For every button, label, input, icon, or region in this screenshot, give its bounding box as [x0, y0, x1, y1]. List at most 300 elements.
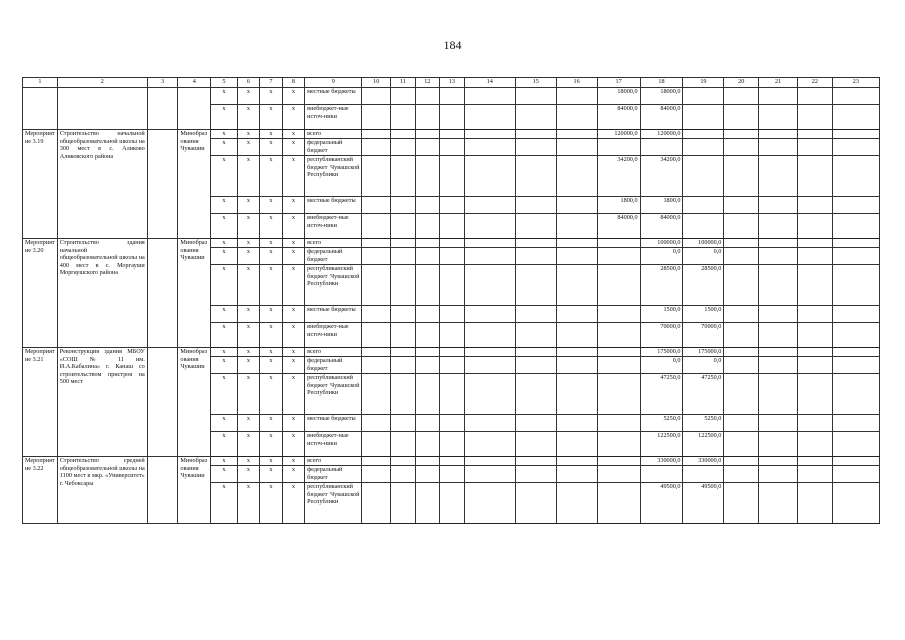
empty-cell [759, 248, 798, 265]
empty-cell [556, 483, 597, 524]
empty-cell [391, 130, 416, 139]
x-mark: x [260, 415, 282, 432]
empty-cell [832, 357, 879, 374]
empty-cell [415, 139, 440, 156]
x-mark: x [211, 306, 238, 323]
empty-cell [798, 415, 833, 432]
x-mark: x [282, 457, 304, 466]
value-col-19: 28500,0 [683, 265, 724, 306]
funding-source: федеральный бюджет [305, 139, 362, 156]
measure-name: Строительство здания начальной общеобразовательной школы на 400 мест в с. Моргауши Моргаушского района [57, 239, 147, 348]
column-number: 9 [305, 78, 362, 88]
empty-cell [798, 348, 833, 357]
empty-cell [798, 457, 833, 466]
empty-cell [798, 323, 833, 348]
empty-cell [832, 265, 879, 306]
x-mark: x [237, 139, 259, 156]
x-mark: x [282, 214, 304, 239]
x-mark: x [282, 323, 304, 348]
x-mark: x [282, 130, 304, 139]
empty-cell [391, 374, 416, 415]
empty-cell [556, 130, 597, 139]
measure-number: Мероприятие 3.21 [23, 348, 58, 457]
empty-cell [362, 348, 391, 357]
x-mark: x [282, 156, 304, 197]
value-col-17 [597, 139, 640, 156]
value-col-19: 1500,0 [683, 306, 724, 323]
empty-cell [391, 348, 416, 357]
empty-cell [832, 139, 879, 156]
empty-cell [464, 139, 515, 156]
x-mark: x [237, 239, 259, 248]
column-number: 11 [391, 78, 416, 88]
empty-cell [415, 415, 440, 432]
empty-cell [759, 105, 798, 130]
column-number: 5 [211, 78, 238, 88]
empty-cell [515, 139, 556, 156]
empty-cell [464, 374, 515, 415]
empty-cell [147, 348, 178, 457]
page-number: 184 [443, 38, 462, 52]
empty-cell [440, 466, 465, 483]
empty-cell [798, 432, 833, 457]
x-mark: x [260, 348, 282, 357]
empty-cell [724, 357, 759, 374]
empty-cell [515, 88, 556, 105]
x-mark: x [237, 483, 259, 524]
empty-cell [556, 88, 597, 105]
column-number: 3 [147, 78, 178, 88]
empty-cell [832, 348, 879, 357]
x-mark: x [260, 197, 282, 214]
value-col-17: 120000,0 [597, 130, 640, 139]
value-col-17 [597, 323, 640, 348]
empty-cell [362, 214, 391, 239]
funding-source: всего [305, 348, 362, 357]
empty-cell [464, 214, 515, 239]
value-col-18: 120000,0 [640, 130, 683, 139]
value-col-18: 100000,0 [640, 239, 683, 248]
column-number: 15 [515, 78, 556, 88]
measure-number: Мероприятие 3.22 [23, 457, 58, 524]
empty-cell [759, 239, 798, 248]
value-col-18: 330000,0 [640, 457, 683, 466]
empty-cell [724, 432, 759, 457]
empty-cell [724, 248, 759, 265]
empty-cell [147, 457, 178, 524]
column-number: 19 [683, 78, 724, 88]
empty-cell [391, 466, 416, 483]
x-mark: x [211, 415, 238, 432]
x-mark: x [211, 357, 238, 374]
value-col-18 [640, 466, 683, 483]
empty-cell [440, 239, 465, 248]
empty-cell [724, 457, 759, 466]
empty-cell [515, 432, 556, 457]
empty-cell [515, 415, 556, 432]
empty-cell [464, 88, 515, 105]
empty-cell [415, 374, 440, 415]
column-number: 2 [57, 78, 147, 88]
empty-cell [724, 88, 759, 105]
x-mark: x [211, 239, 238, 248]
x-mark: x [260, 248, 282, 265]
empty-cell [759, 130, 798, 139]
empty-cell [464, 466, 515, 483]
empty-cell [798, 197, 833, 214]
executor [178, 88, 211, 130]
empty-cell [464, 306, 515, 323]
funding-source: республиканский бюджет Чувашской Республики [305, 265, 362, 306]
value-col-17 [597, 357, 640, 374]
empty-cell [440, 105, 465, 130]
empty-cell [556, 466, 597, 483]
empty-cell [798, 357, 833, 374]
empty-cell [724, 265, 759, 306]
empty-cell [759, 466, 798, 483]
x-mark: x [211, 88, 238, 105]
funding-source: федеральный бюджет [305, 357, 362, 374]
value-col-19 [683, 197, 724, 214]
x-mark: x [260, 457, 282, 466]
value-col-19: 0,0 [683, 248, 724, 265]
value-col-19: 47250,0 [683, 374, 724, 415]
empty-cell [464, 248, 515, 265]
empty-cell [759, 348, 798, 357]
value-col-17 [597, 265, 640, 306]
empty-cell [362, 156, 391, 197]
empty-cell [515, 214, 556, 239]
empty-cell [798, 156, 833, 197]
empty-cell [362, 466, 391, 483]
x-mark: x [211, 248, 238, 265]
empty-cell [415, 306, 440, 323]
empty-cell [832, 374, 879, 415]
empty-cell [464, 197, 515, 214]
empty-cell [362, 483, 391, 524]
empty-cell [440, 197, 465, 214]
table-row [23, 130, 880, 139]
empty-cell [440, 265, 465, 306]
empty-cell [832, 432, 879, 457]
empty-cell [832, 214, 879, 239]
empty-cell [362, 357, 391, 374]
empty-cell [415, 348, 440, 357]
table-row [23, 457, 880, 466]
funding-source: местные бюджеты [305, 415, 362, 432]
empty-cell [464, 432, 515, 457]
empty-cell [440, 415, 465, 432]
empty-cell [724, 197, 759, 214]
empty-cell [832, 156, 879, 197]
empty-cell [832, 130, 879, 139]
empty-cell [464, 130, 515, 139]
empty-cell [440, 248, 465, 265]
x-mark: x [237, 374, 259, 415]
x-mark: x [260, 265, 282, 306]
empty-cell [556, 348, 597, 357]
empty-cell [556, 156, 597, 197]
x-mark: x [211, 374, 238, 415]
column-number: 23 [832, 78, 879, 88]
empty-cell [832, 415, 879, 432]
empty-cell [515, 483, 556, 524]
empty-cell [415, 466, 440, 483]
empty-cell [515, 197, 556, 214]
funding-source: федеральный бюджет [305, 248, 362, 265]
empty-cell [556, 139, 597, 156]
empty-cell [415, 323, 440, 348]
table-row [23, 88, 880, 105]
empty-cell [440, 156, 465, 197]
empty-cell [362, 130, 391, 139]
empty-cell [724, 466, 759, 483]
empty-cell [391, 415, 416, 432]
measure-cell [23, 88, 58, 130]
value-col-17 [597, 432, 640, 457]
value-col-17 [597, 466, 640, 483]
x-mark: x [211, 466, 238, 483]
empty-cell [798, 248, 833, 265]
empty-cell [759, 197, 798, 214]
value-col-17 [597, 374, 640, 415]
empty-cell [415, 357, 440, 374]
measure-number: Мероприятие 3.19 [23, 130, 58, 239]
x-mark: x [211, 265, 238, 306]
value-col-19 [683, 466, 724, 483]
empty-cell [415, 432, 440, 457]
value-col-19 [683, 105, 724, 130]
empty-cell [464, 415, 515, 432]
empty-cell [391, 323, 416, 348]
empty-cell [556, 105, 597, 130]
column-number: 18 [640, 78, 683, 88]
value-col-18: 175000,0 [640, 348, 683, 357]
x-mark: x [237, 466, 259, 483]
executor: Минобразования Чувашии [178, 130, 211, 239]
empty-cell [440, 357, 465, 374]
empty-cell [724, 306, 759, 323]
value-col-17: 1800,0 [597, 197, 640, 214]
executor: Минобразования Чувашии [178, 239, 211, 348]
x-mark: x [237, 306, 259, 323]
value-col-18: 28500,0 [640, 265, 683, 306]
empty-cell [759, 323, 798, 348]
value-col-17: 34200,0 [597, 156, 640, 197]
x-mark: x [260, 156, 282, 197]
x-mark: x [260, 214, 282, 239]
x-mark: x [282, 348, 304, 357]
column-number: 20 [724, 78, 759, 88]
funding-source: всего [305, 457, 362, 466]
empty-cell [759, 156, 798, 197]
empty-cell [759, 214, 798, 239]
empty-cell [759, 483, 798, 524]
empty-cell [515, 457, 556, 466]
executor: Минобразования Чувашии [178, 457, 211, 524]
empty-cell [147, 88, 178, 130]
empty-cell [515, 348, 556, 357]
empty-cell [832, 197, 879, 214]
empty-cell [464, 156, 515, 197]
x-mark: x [282, 248, 304, 265]
value-col-17 [597, 457, 640, 466]
empty-cell [440, 88, 465, 105]
x-mark: x [282, 197, 304, 214]
value-col-19: 49500,0 [683, 483, 724, 524]
measure-name: Реконструкция здания МБОУ «СОШ № 11 им. И.А.Кабалина» г. Канаш со строительством пристроя на 500 мест [57, 348, 147, 457]
empty-cell [362, 197, 391, 214]
empty-cell [362, 374, 391, 415]
empty-cell [440, 139, 465, 156]
empty-cell [440, 323, 465, 348]
x-mark: x [282, 88, 304, 105]
empty-cell [759, 432, 798, 457]
funding-source: республиканский бюджет Чувашской Республики [305, 483, 362, 524]
empty-cell [798, 130, 833, 139]
value-col-18: 0,0 [640, 357, 683, 374]
measure-name: Строительство средней общеобразовательной школы на 1100 мест в мкр. «Университет» г. Чебоксары [57, 457, 147, 524]
funding-source: всего [305, 239, 362, 248]
column-number: 1 [23, 78, 58, 88]
empty-cell [759, 357, 798, 374]
table-row [23, 239, 880, 248]
empty-cell [556, 248, 597, 265]
empty-cell [798, 306, 833, 323]
value-col-18: 122500,0 [640, 432, 683, 457]
empty-cell [515, 130, 556, 139]
value-col-17 [597, 306, 640, 323]
x-mark: x [260, 483, 282, 524]
funding-source: местные бюджеты [305, 306, 362, 323]
empty-cell [391, 306, 416, 323]
value-col-17 [597, 483, 640, 524]
x-mark: x [282, 265, 304, 306]
empty-cell [515, 105, 556, 130]
empty-cell [415, 457, 440, 466]
empty-cell [724, 483, 759, 524]
empty-cell [724, 139, 759, 156]
funding-source: внебюджет-ные источ-ники [305, 323, 362, 348]
x-mark: x [237, 323, 259, 348]
value-col-19: 122500,0 [683, 432, 724, 457]
empty-cell [832, 88, 879, 105]
x-mark: x [260, 130, 282, 139]
empty-cell [798, 265, 833, 306]
empty-cell [724, 105, 759, 130]
empty-cell [798, 139, 833, 156]
x-mark: x [282, 483, 304, 524]
empty-cell [556, 374, 597, 415]
empty-cell [415, 88, 440, 105]
value-col-17 [597, 248, 640, 265]
column-number-row [23, 78, 880, 88]
empty-cell [798, 214, 833, 239]
empty-cell [391, 239, 416, 248]
empty-cell [515, 357, 556, 374]
empty-cell [724, 239, 759, 248]
empty-cell [556, 197, 597, 214]
empty-cell [759, 457, 798, 466]
x-mark: x [260, 432, 282, 457]
x-mark: x [282, 374, 304, 415]
empty-cell [759, 139, 798, 156]
x-mark: x [211, 323, 238, 348]
empty-cell [832, 323, 879, 348]
empty-cell [362, 265, 391, 306]
empty-cell [362, 139, 391, 156]
empty-cell [759, 306, 798, 323]
x-mark: x [237, 415, 259, 432]
empty-cell [362, 323, 391, 348]
empty-cell [724, 156, 759, 197]
x-mark: x [237, 130, 259, 139]
value-col-18: 0,0 [640, 248, 683, 265]
empty-cell [440, 432, 465, 457]
x-mark: x [282, 239, 304, 248]
funding-source: республиканский бюджет Чувашской Республики [305, 374, 362, 415]
empty-cell [724, 323, 759, 348]
funding-source: всего [305, 130, 362, 139]
empty-cell [415, 483, 440, 524]
value-col-19: 70000,0 [683, 323, 724, 348]
empty-cell [391, 197, 416, 214]
column-number: 8 [282, 78, 304, 88]
empty-cell [832, 483, 879, 524]
empty-cell [440, 130, 465, 139]
executor: Минобразования Чувашии [178, 348, 211, 457]
empty-cell [556, 265, 597, 306]
empty-cell [362, 105, 391, 130]
x-mark: x [237, 348, 259, 357]
empty-cell [556, 214, 597, 239]
empty-cell [391, 156, 416, 197]
x-mark: x [237, 105, 259, 130]
value-col-18: 47250,0 [640, 374, 683, 415]
empty-cell [724, 348, 759, 357]
empty-cell [391, 357, 416, 374]
x-mark: x [260, 357, 282, 374]
funding-source: местные бюджеты [305, 88, 362, 105]
empty-cell [464, 239, 515, 248]
empty-cell [798, 483, 833, 524]
column-number: 13 [440, 78, 465, 88]
empty-cell [759, 88, 798, 105]
table-row [23, 348, 880, 357]
x-mark: x [211, 156, 238, 197]
x-mark: x [282, 432, 304, 457]
table-body [23, 88, 880, 524]
column-number: 16 [556, 78, 597, 88]
empty-cell [832, 105, 879, 130]
empty-cell [464, 323, 515, 348]
column-number: 17 [597, 78, 640, 88]
x-mark: x [237, 197, 259, 214]
x-mark: x [282, 105, 304, 130]
value-col-19 [683, 214, 724, 239]
empty-cell [515, 265, 556, 306]
empty-cell [415, 156, 440, 197]
empty-cell [362, 88, 391, 105]
empty-cell [391, 248, 416, 265]
empty-cell [440, 306, 465, 323]
x-mark: x [260, 374, 282, 415]
empty-cell [515, 466, 556, 483]
empty-cell [362, 239, 391, 248]
empty-cell [464, 483, 515, 524]
measure-number: Мероприятие 3.20 [23, 239, 58, 348]
measure-name [57, 88, 147, 130]
